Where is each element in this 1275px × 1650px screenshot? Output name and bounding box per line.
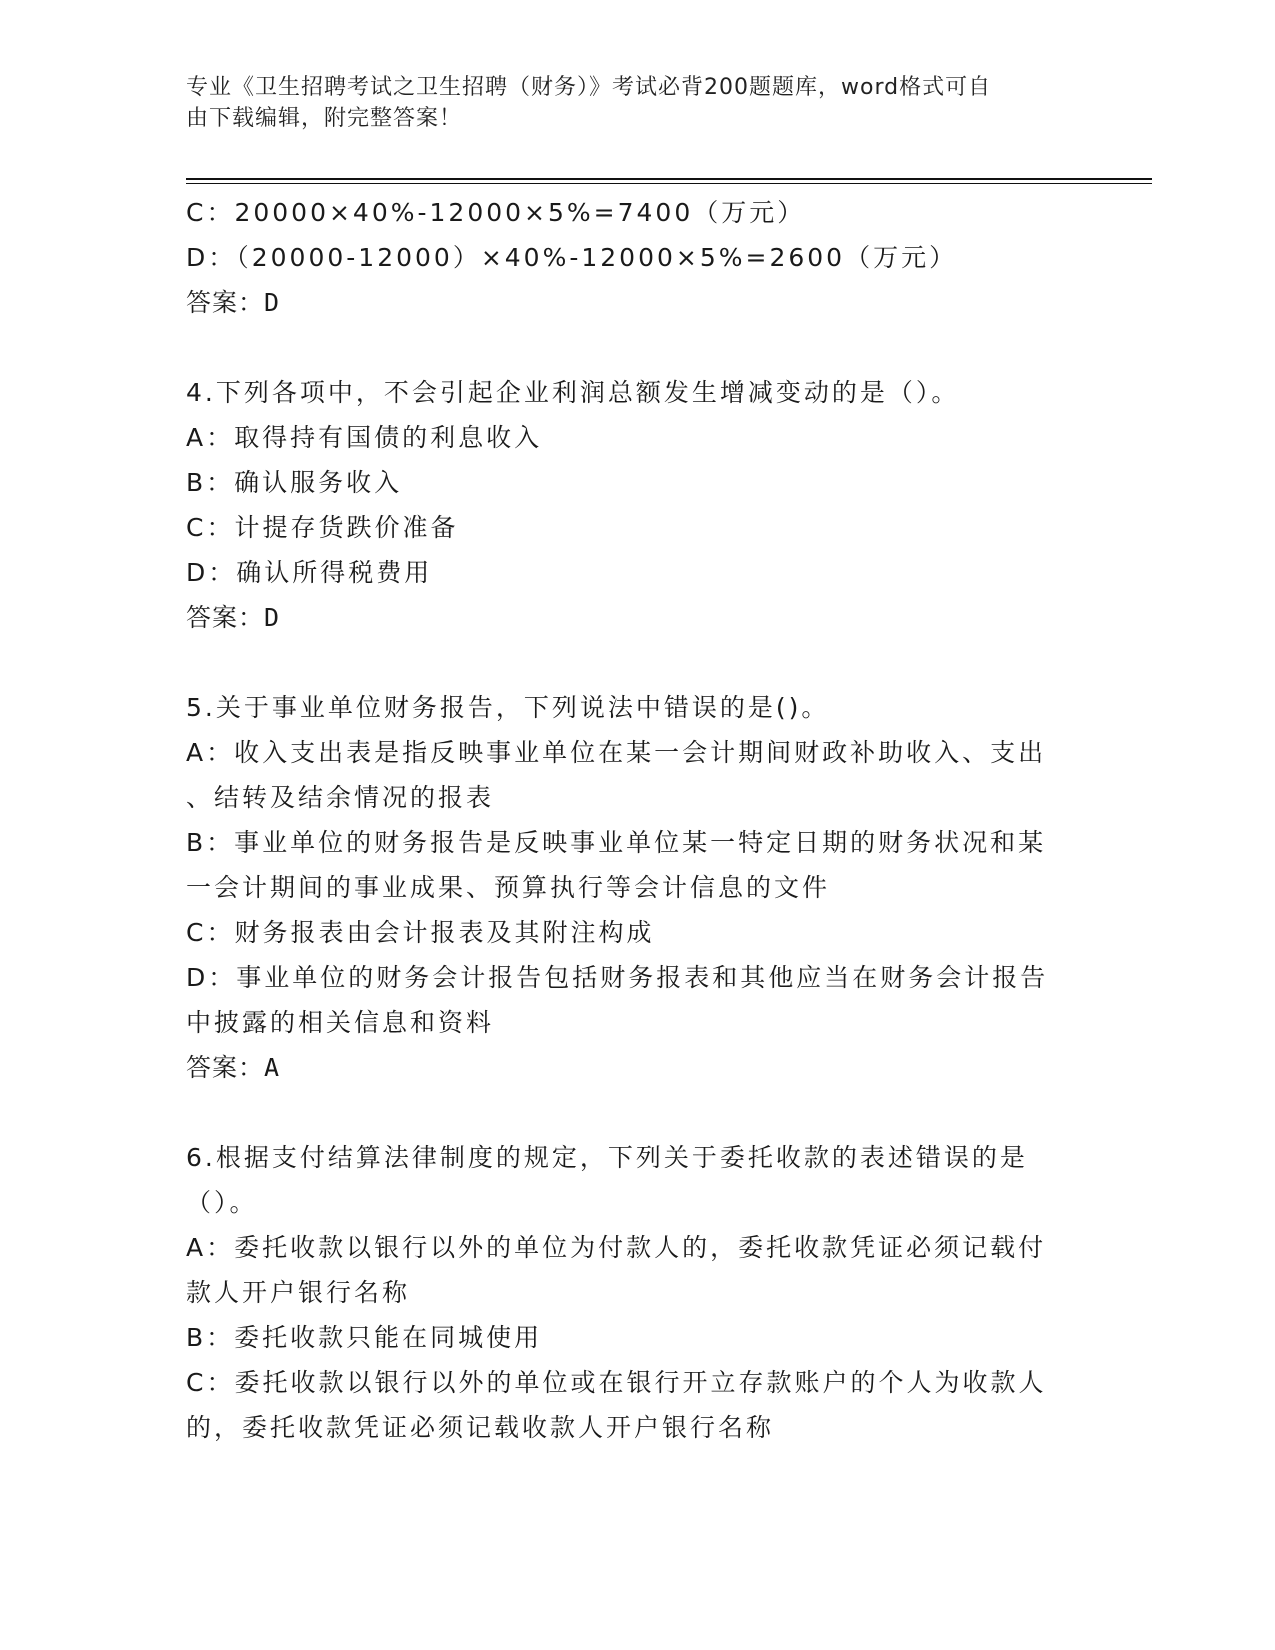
question-4: [186, 370, 1076, 640]
option-line: D：事业单位的财务会计报告包括财务报表和其他应当在财务会计报告: [186, 963, 1049, 992]
document-body: [186, 190, 1076, 1450]
question-stem-line: （）。: [186, 1188, 258, 1217]
option-d: D：（20000-12000）×40%-12000×5%=2600（万元）: [186, 243, 958, 272]
question-6: [186, 1135, 1076, 1450]
header-rule-thin: [186, 183, 1152, 184]
header-line-1: 专业《卫生招聘考试之卫生招聘（财务）》考试必背200题题库，word格式可自: [186, 75, 992, 100]
question-list: [186, 325, 1076, 1450]
option-line: 一会计期间的事业成果、预算执行等会计信息的文件: [186, 873, 831, 902]
page-header: [186, 72, 1066, 134]
option-line: 的，委托收款凭证必须记载收款人开户银行名称: [186, 1413, 775, 1442]
header-rule-thick: [186, 178, 1152, 180]
question-gap: [186, 1090, 1076, 1135]
answer-line: 答案：D: [186, 288, 281, 317]
option-line: A：委托收款以银行以外的单位为付款人的，委托收款凭证必须记载付: [186, 1233, 1047, 1262]
option-line: 、结转及结余情况的报表: [186, 783, 495, 812]
question-stem-line: 6.根据支付结算法律制度的规定，下列关于委托收款的表述错误的是: [186, 1143, 1028, 1172]
answer-line: 答案：D: [186, 603, 281, 632]
option-line: 款人开户银行名称: [186, 1278, 411, 1307]
option-line: D：确认所得税费用: [186, 558, 433, 587]
question-5: [186, 685, 1076, 1090]
option-line: B：确认服务收入: [186, 468, 403, 497]
question-gap: [186, 640, 1076, 685]
option-line: C：计提存货跌价准备: [186, 513, 459, 542]
previous-question-tail: [186, 190, 1076, 325]
option-line: A：收入支出表是指反映事业单位在某一会计期间财政补助收入、支出: [186, 738, 1047, 767]
header-line-2: 由下载编辑，附完整答案！: [186, 106, 463, 131]
question-stem-line: 5.关于事业单位财务报告，下列说法中错误的是()。: [186, 693, 830, 722]
answer-line: 答案：A: [186, 1053, 281, 1082]
option-line: C：委托收款以银行以外的单位或在银行开立存款账户的个人为收款人: [186, 1368, 1047, 1397]
option-line: B：事业单位的财务报告是反映事业单位某一特定日期的财务状况和某: [186, 828, 1047, 857]
option-line: C：财务报表由会计报表及其附注构成: [186, 918, 655, 947]
option-line: B：委托收款只能在同城使用: [186, 1323, 543, 1352]
question-stem-line: 4.下列各项中，不会引起企业利润总额发生增减变动的是（）。: [186, 378, 960, 407]
option-line: 中披露的相关信息和资料: [186, 1008, 495, 1037]
option-c: C：20000×40%-12000×5%=7400（万元）: [186, 198, 806, 227]
option-line: A：取得持有国债的利息收入: [186, 423, 543, 452]
question-gap: [186, 325, 1076, 370]
